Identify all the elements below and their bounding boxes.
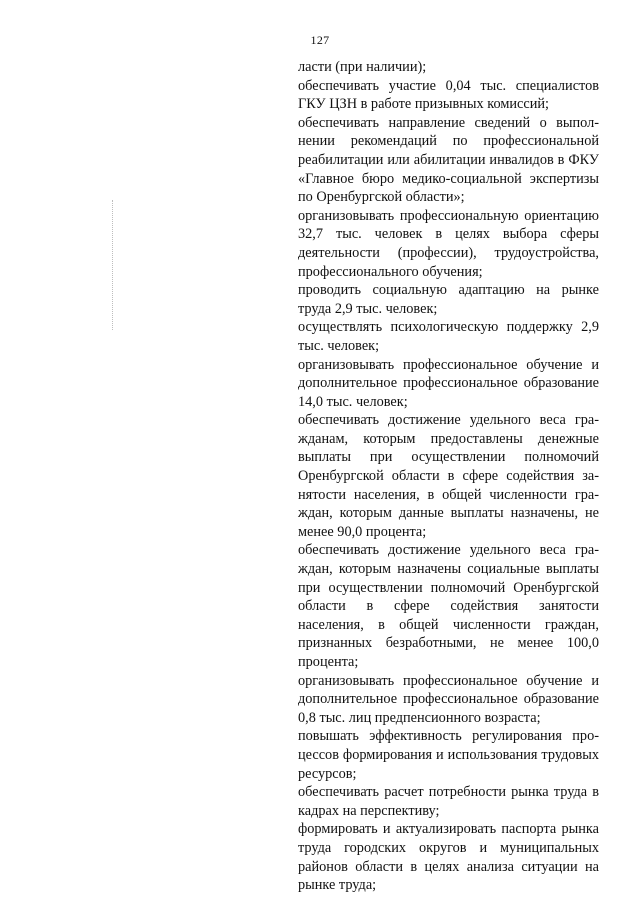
paragraph: повышать эффективность регулирования процессов формирования и использования трудовых ресурсов; — [298, 728, 599, 782]
paragraph: организовывать профессиональное обучение и дополнительное профессиональное образование 0,8 тыс. лиц предпенсионного возраста; — [298, 672, 599, 726]
paragraph: осуществлять психологическую поддержку 2,9 тыс. человек; — [298, 319, 599, 354]
page-number: 127 — [310, 33, 330, 47]
paragraph: обеспечивать направление сведений о выполнении рекомендаций по профессиональной реабилитации или абилитации инвалидов в ФКУ «Главное бюро медико-социальной экспертизы по Оренбургской области»; — [298, 114, 599, 206]
paragraph: ласти (при наличии); — [298, 59, 427, 75]
paragraph: обеспечивать участие 0,04 тыс. специалистов ГКУ ЦЗН в работе призывных комиссий; — [298, 77, 599, 113]
paragraph: формировать и актуализировать паспорта рынка труда городских округов и муниципальных районов области в целях анализа ситуации на рынке труда; — [298, 821, 599, 894]
paragraph: организовывать профессиональное обучение и дополнительное профессиональное образование 14,0 тыс. человек; — [298, 356, 599, 410]
paragraph: обеспечивать расчет потребности рынка труда в кадрах на перспективу; — [298, 784, 599, 819]
paragraph: организовывать профессиональную ориентацию 32,7 тыс. человек в целях выбора сферы деятельности (профессии), трудоустройства, профессионального обучения; — [298, 207, 599, 280]
document-body — [298, 58, 599, 895]
paragraph: обеспечивать достижение удельного веса гражданам, которым предоставлены денежные выплаты при осуществлении полномочий Оренбургской области в сфере содействия занятости населения, в общей численности граждан, которым данные выплаты назначены, не менее 90,0 процента; — [298, 412, 599, 540]
paragraph: проводить социальную адаптацию на рынке труда 2,9 тыс. человек; — [298, 282, 599, 317]
margin-mark — [112, 200, 114, 330]
paragraph: обеспечивать достижение удельного веса граждан, которым назначены социальные выплаты при осуществлении полномочий Оренбургской области в сфере содействия занятости населения, в общей численности граждан, признанных безработными, не менее 100,0 процента; — [298, 542, 599, 670]
